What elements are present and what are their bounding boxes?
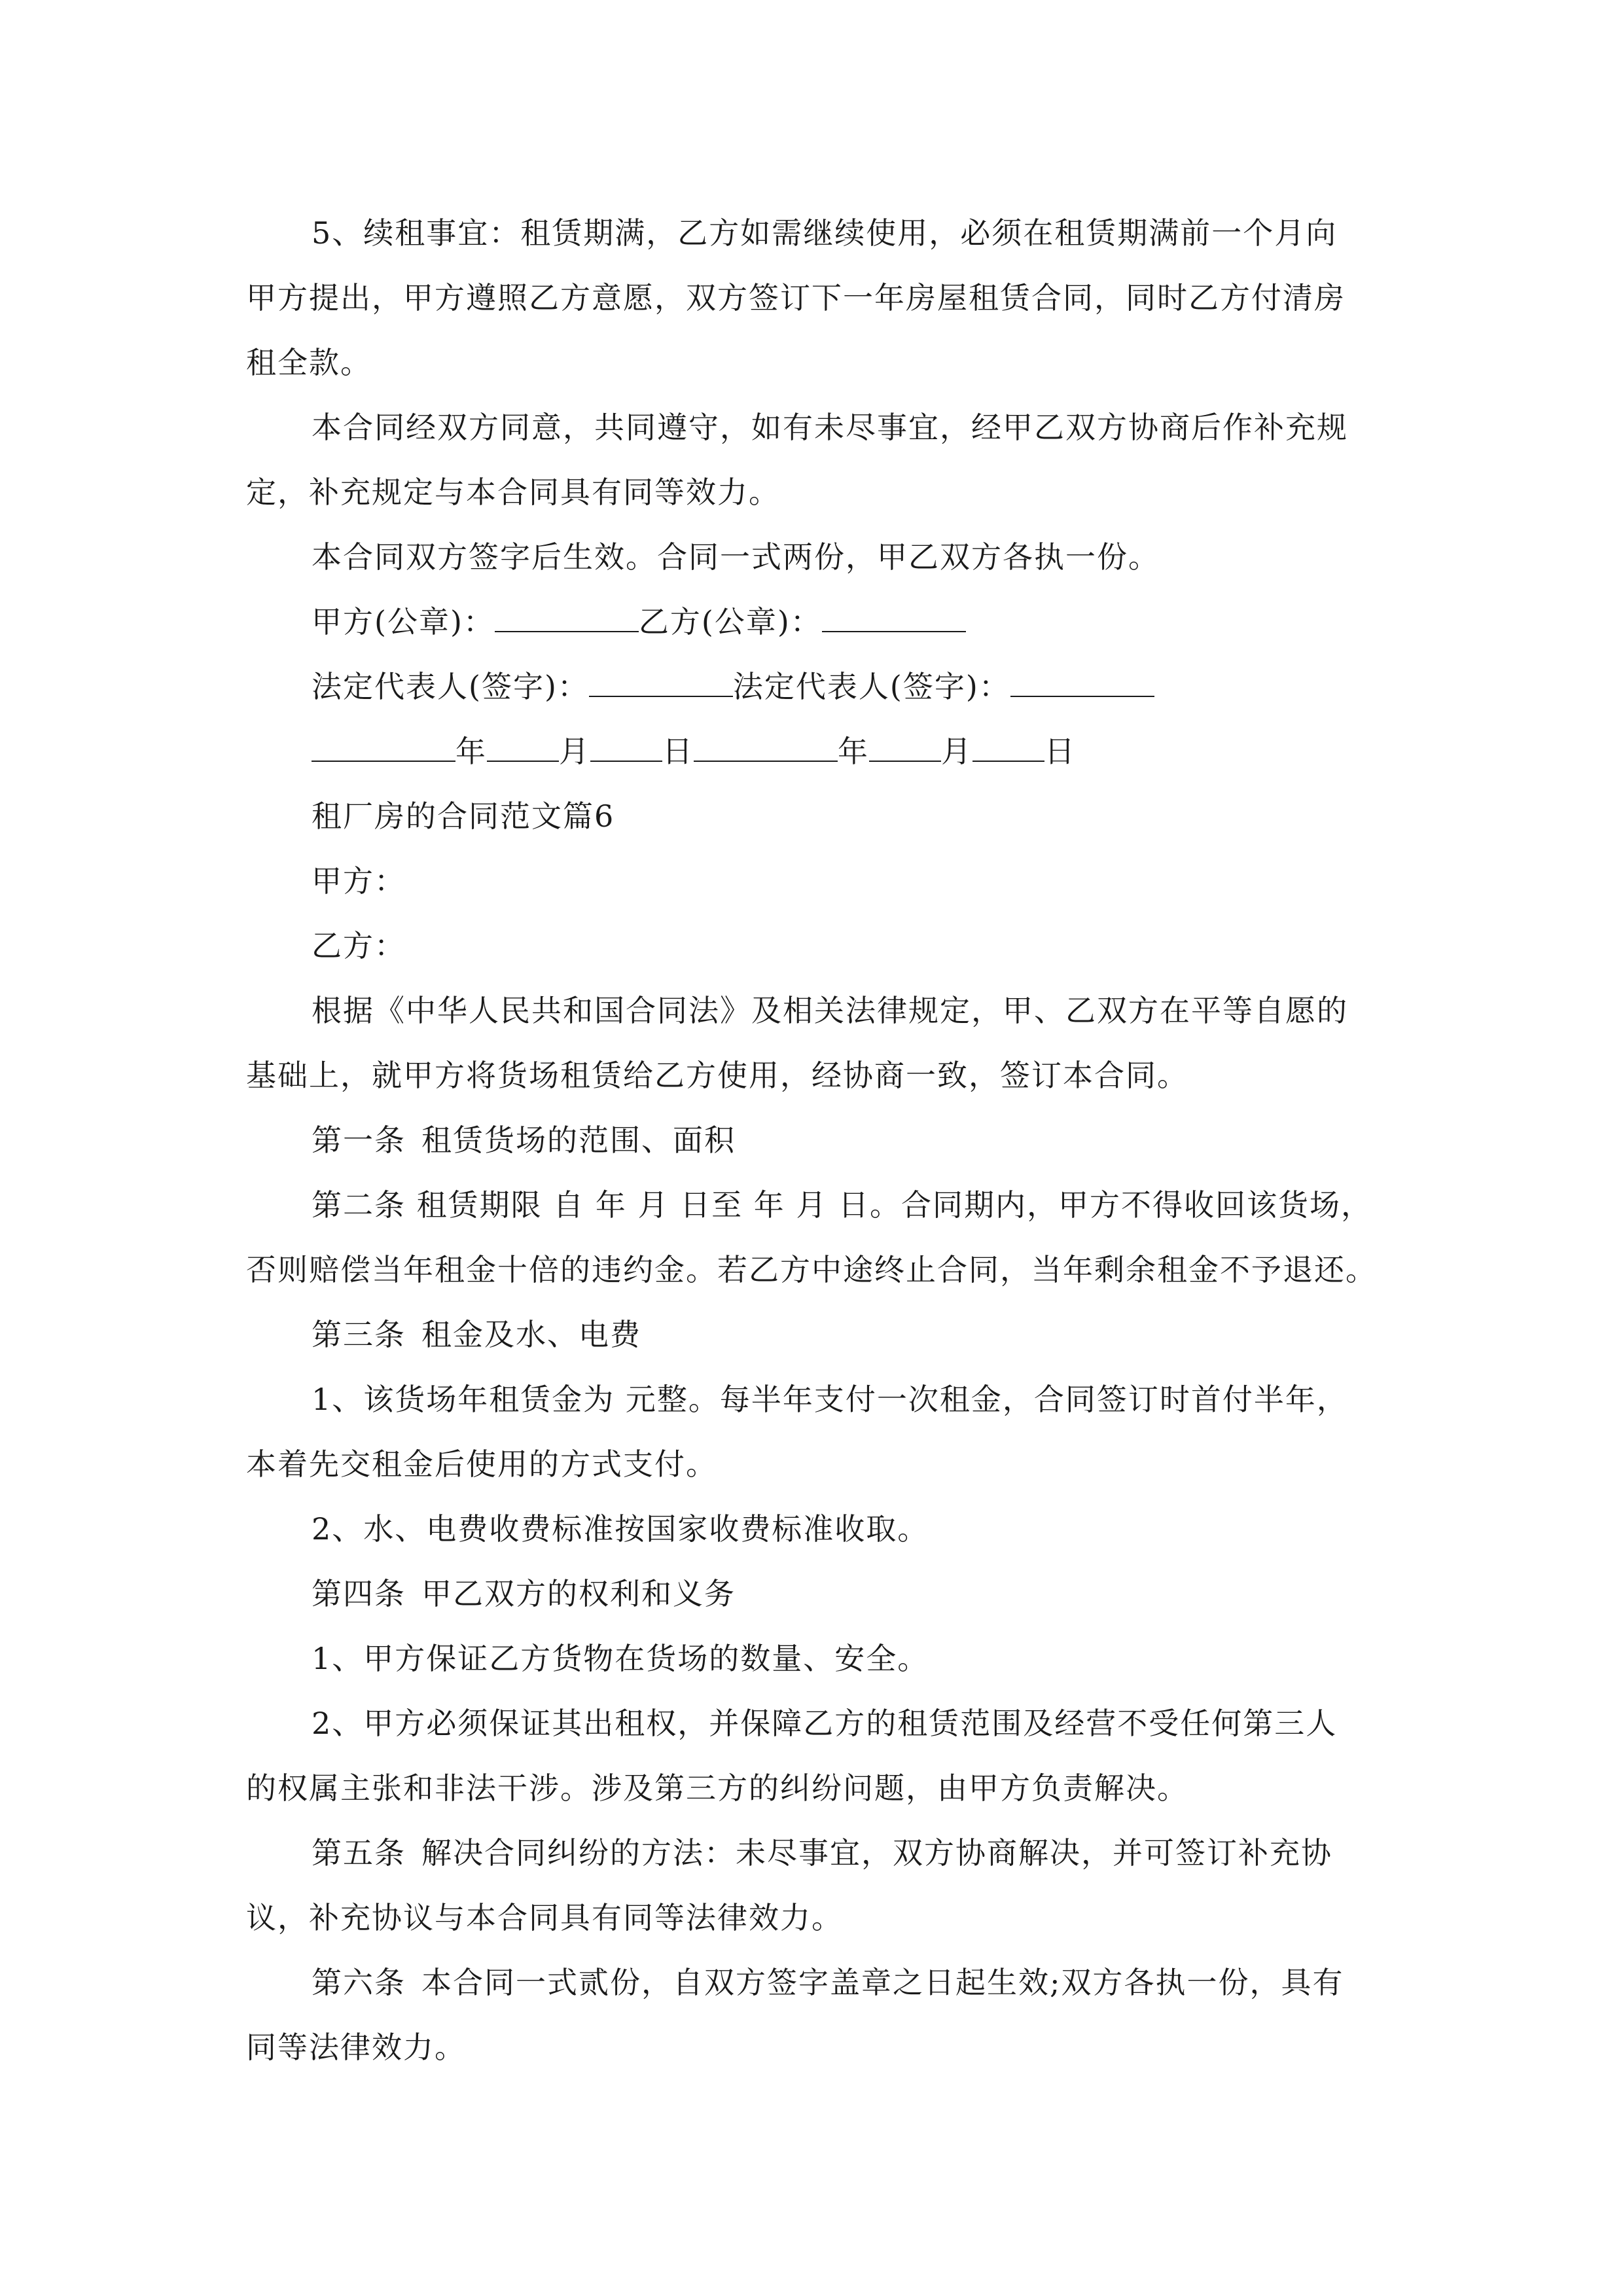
article-4-item-2-line-1: 2、甲方必须保证其出租权，并保障乙方的租赁范围及经营不受任何第三人 [312, 1706, 1338, 1741]
party-a-label: 甲方： [312, 863, 406, 899]
year-label-b: 年 [838, 734, 869, 769]
article-6-text-1: 本合同一式贰份，自双方签字盖章之日起生效;双方各执一份，具有 [421, 1965, 1344, 2000]
article-1-number: 第一条 [312, 1122, 406, 1158]
article-1-text: 租赁货场的范围、面积 [421, 1122, 736, 1158]
date-line [246, 719, 1398, 784]
party-a-rep-blank [589, 663, 733, 697]
seal-signature-line [246, 590, 1398, 655]
day-blank-b [972, 728, 1044, 762]
article-2-line-1: 第二条 租赁期限 自 年 月 日至 年 月 日。合同期内，甲方不得收回该货场， [312, 1187, 1372, 1223]
article-4-item-2-line-2: 的权属主张和非法干涉。涉及第三方的纠纷问题，由甲方负责解决。 [246, 1770, 1188, 1806]
effective-clause: 本合同双方签字后生效。合同一式两份，甲乙双方各执一份。 [312, 539, 1160, 575]
article-6-line-1 [246, 1950, 1398, 2015]
day-label-a: 日 [662, 734, 694, 769]
party-a-seal-label: 甲方(公章)： [312, 604, 495, 639]
year-blank-b [694, 728, 838, 762]
intro-line-2: 基础上，就甲方将货场租赁给乙方使用，经协商一致，签订本合同。 [246, 1058, 1188, 1093]
article-3-item-1-line-2: 本着先交租金后使用的方式支付。 [246, 1446, 717, 1482]
article-3-text: 租金及水、电费 [421, 1317, 641, 1352]
article-4-number: 第四条 [312, 1576, 406, 1611]
party-b-rep-label: 法定代表人(签字)： [732, 669, 1010, 704]
article-3-item-2: 2、水、电费收费标准按国家收费标准收取。 [312, 1511, 929, 1547]
renewal-clause-line-1: 5、续租事宜：租赁期满，乙方如需继续使用，必须在租赁期满前一个月向 [312, 215, 1338, 251]
article-2-line-2: 否则赔偿当年租金十倍的违约金。若乙方中途终止合同，当年剩余租金不予退还。 [246, 1252, 1377, 1287]
party-b-rep-blank [1010, 663, 1154, 697]
party-b-seal-label: 乙方(公章)： [638, 604, 822, 639]
day-label-b: 日 [1044, 734, 1076, 769]
article-5-line-1 [246, 1821, 1398, 1886]
article-4-text: 甲乙双方的权利和义务 [421, 1576, 736, 1611]
supplement-clause-line-1: 本合同经双方同意，共同遵守，如有未尽事宜，经甲乙双方协商后作补充规 [312, 410, 1348, 445]
article-3-heading [246, 1302, 1398, 1367]
party-a-seal-blank [495, 598, 639, 632]
article-6-line-2: 同等法律效力。 [246, 2030, 466, 2065]
day-blank-a [590, 728, 662, 762]
article-5-line-2: 议，补充协议与本合同具有同等法律效力。 [246, 1900, 843, 1935]
month-blank-a [487, 728, 559, 762]
month-label-b: 月 [941, 734, 972, 769]
party-b-label: 乙方： [312, 928, 406, 963]
article-1-heading [246, 1108, 1398, 1173]
renewal-clause-line-3: 租全款。 [246, 345, 372, 380]
section-title: 租厂房的合同范文篇6 [312, 798, 615, 834]
month-label-a: 月 [559, 734, 590, 769]
year-blank-a [312, 728, 455, 762]
article-5-text-1: 解决合同纠纷的方法：未尽事宜，双方协商解决，并可签订补充协 [421, 1835, 1332, 1871]
article-4-item-1: 1、甲方保证乙方货物在货场的数量、安全。 [312, 1641, 929, 1676]
party-a-rep-label: 法定代表人(签字)： [312, 669, 589, 704]
article-5-number: 第五条 [312, 1835, 406, 1871]
month-blank-b [869, 728, 941, 762]
year-label-a: 年 [455, 734, 487, 769]
article-3-item-1-line-1: 1、该货场年租赁金为 元整。每半年支付一次租金，合同签订时首付半年， [312, 1382, 1348, 1417]
document-body [246, 201, 1398, 2080]
article-3-number: 第三条 [312, 1317, 406, 1352]
renewal-clause-line-2: 甲方提出，甲方遵照乙方意愿，双方签订下一年房屋租赁合同，同时乙方付清房 [246, 280, 1346, 315]
intro-line-1: 根据《中华人民共和国合同法》及相关法律规定，甲、乙双方在平等自愿的 [312, 993, 1348, 1028]
article-6-number: 第六条 [312, 1965, 406, 2000]
representative-signature-line [246, 655, 1398, 719]
article-4-heading [246, 1562, 1398, 1626]
supplement-clause-line-2: 定，补充规定与本合同具有同等效力。 [246, 475, 780, 510]
party-b-seal-blank [822, 598, 966, 632]
